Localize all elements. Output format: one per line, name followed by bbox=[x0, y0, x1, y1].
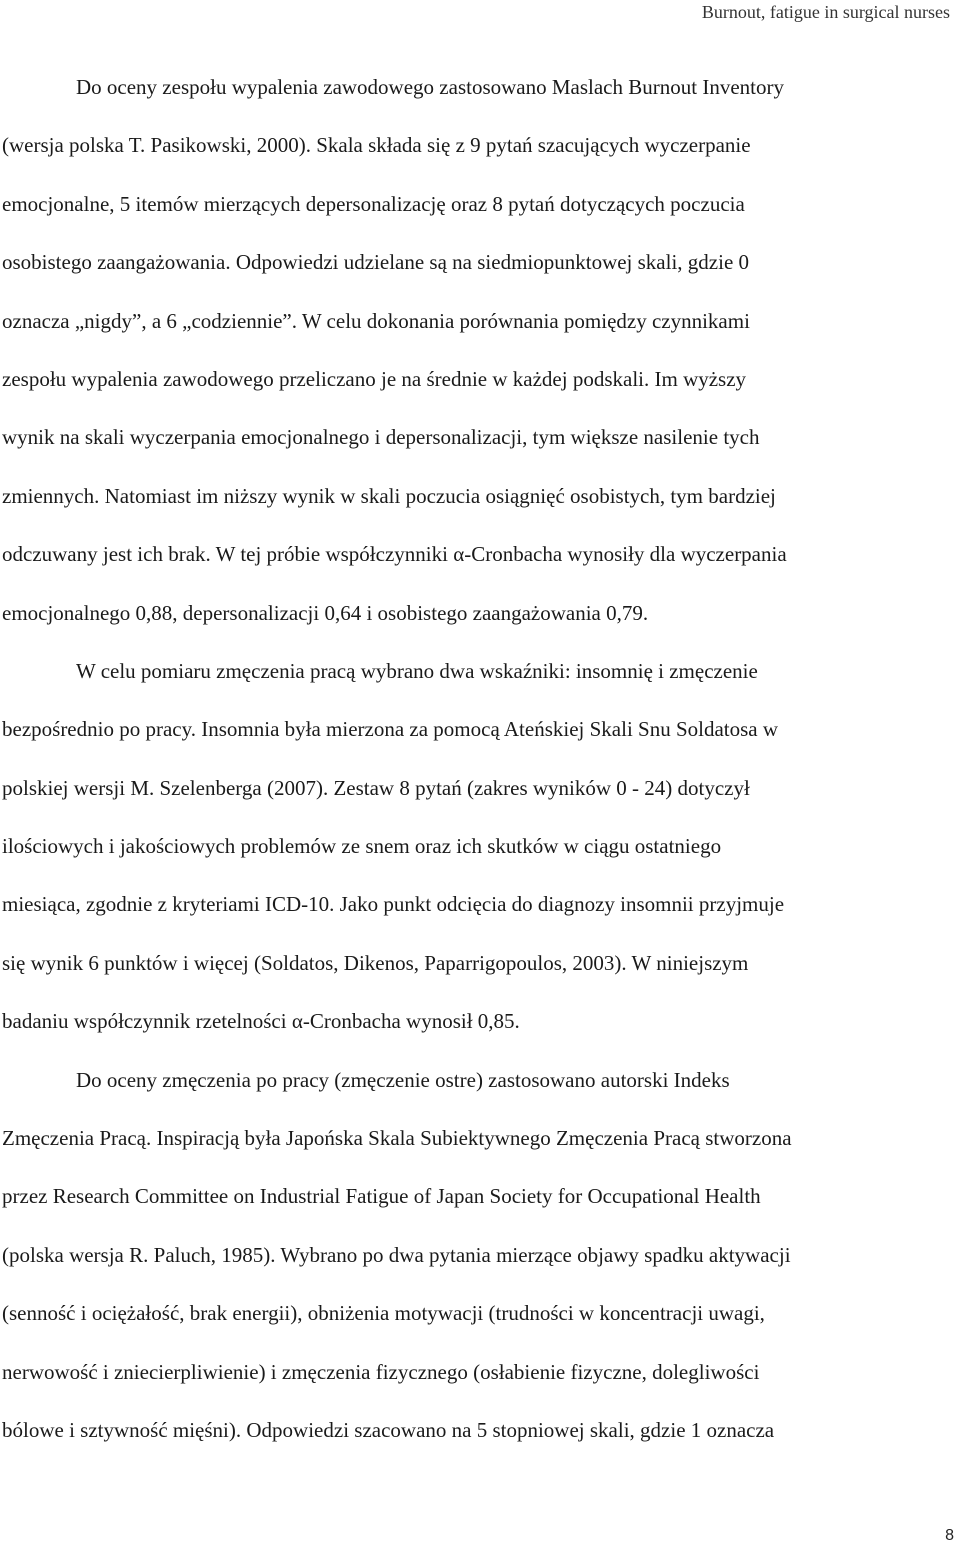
paragraph-line: oznacza „nigdy”, a 6 „codziennie”. W celu dokonania porównania pomiędzy czynnikami bbox=[2, 308, 750, 333]
paragraph-line: emocjonalnego 0,88, depersonalizacji 0,64 i osobistego zaangażowania 0,79. bbox=[2, 600, 649, 625]
paragraph-line: Zmęczenia Pracą. Inspiracją była Japońska Skala Subiektywnego Zmęczenia Pracą stworzona bbox=[2, 1126, 792, 1151]
running-header: Burnout, fatigue in surgical nurses bbox=[701, 2, 950, 22]
paragraph-line: miesiąca, zgodnie z kryteriami ICD-10. Jako punkt odcięcia do diagnozy insomnii przyjmuje bbox=[2, 892, 785, 917]
paragraph-line: Do oceny zmęczenia po pracy (zmęczenie ostre) zastosowano autorski Indeks bbox=[76, 1067, 730, 1092]
paragraph-line: polskiej wersji M. Szelenberga (2007). Zestaw 8 pytań (zakres wyników 0 - 24) dotyczył bbox=[2, 775, 750, 800]
paragraph-line: odczuwany jest ich brak. W tej próbie współczynniki α-Cronbacha wynosiły dla wyczerpania bbox=[2, 542, 787, 567]
paragraph-line: (polska wersja R. Paluch, 1985). Wybrano po dwa pytania mierzące objawy spadku aktywacji bbox=[2, 1242, 791, 1267]
paragraph-line: bólowe i sztywność mięśni). Odpowiedzi szacowano na 5 stopniowej skali, gdzie 1 oznacza bbox=[2, 1417, 775, 1442]
paragraph-line: przez Research Committee on Industrial Fatigue of Japan Society for Occupational Health bbox=[2, 1184, 761, 1209]
paragraph-line: (senność i ociężałość, brak energii), obniżenia motywacji (trudności w koncentracji uwagi, bbox=[2, 1301, 765, 1326]
paragraph-line: emocjonalne, 5 itemów mierzących depersonalizację oraz 8 pytań dotyczących poczucia bbox=[2, 191, 745, 216]
paragraph-line: W celu pomiaru zmęczenia pracą wybrano dwa wskaźniki: insomnię i zmęczenie bbox=[76, 658, 758, 683]
paragraph-line: bezpośrednio po pracy. Insomnia była mierzona za pomocą Ateńskiej Skali Snu Soldatosa w bbox=[2, 717, 779, 742]
paragraph-line: zmiennych. Natomiast im niższy wynik w skali poczucia osiągnięć osobistych, tym bardziej bbox=[2, 483, 776, 508]
paragraph-line: osobistego zaangażowania. Odpowiedzi udzielane są na siedmiopunktowej skali, gdzie 0 bbox=[2, 250, 750, 275]
paragraph-line: ilościowych i jakościowych problemów ze snem oraz ich skutków w ciągu ostatniego bbox=[2, 834, 722, 859]
paragraph-line: nerwowość i zniecierpliwienie) i zmęczenia fizycznego (osłabienie fizyczne, dolegliwości bbox=[2, 1359, 760, 1384]
paragraph-line: Do oceny zespołu wypalenia zawodowego zastosowano Maslach Burnout Inventory bbox=[76, 75, 784, 99]
paragraph-line: (wersja polska T. Pasikowski, 2000). Skala składa się z 9 pytań szacujących wyczerpanie bbox=[2, 133, 751, 158]
paragraph-line: badaniu współczynnik rzetelności α-Cronbacha wynosił 0,85. bbox=[2, 1009, 520, 1034]
paragraph-line: się wynik 6 punktów i więcej (Soldatos, Dikenos, Paparrigopoulos, 2003). W niniejszym bbox=[2, 950, 749, 975]
page-number: 8 bbox=[945, 1527, 954, 1544]
body-text bbox=[0, 58, 960, 1459]
paragraph-line: zespołu wypalenia zawodowego przeliczano je na średnie w każdej podskali. Im wyższy bbox=[2, 366, 747, 391]
paragraph-line: wynik na skali wyczerpania emocjonalnego i depersonalizacji, tym większe nasilenie tych bbox=[2, 425, 760, 450]
